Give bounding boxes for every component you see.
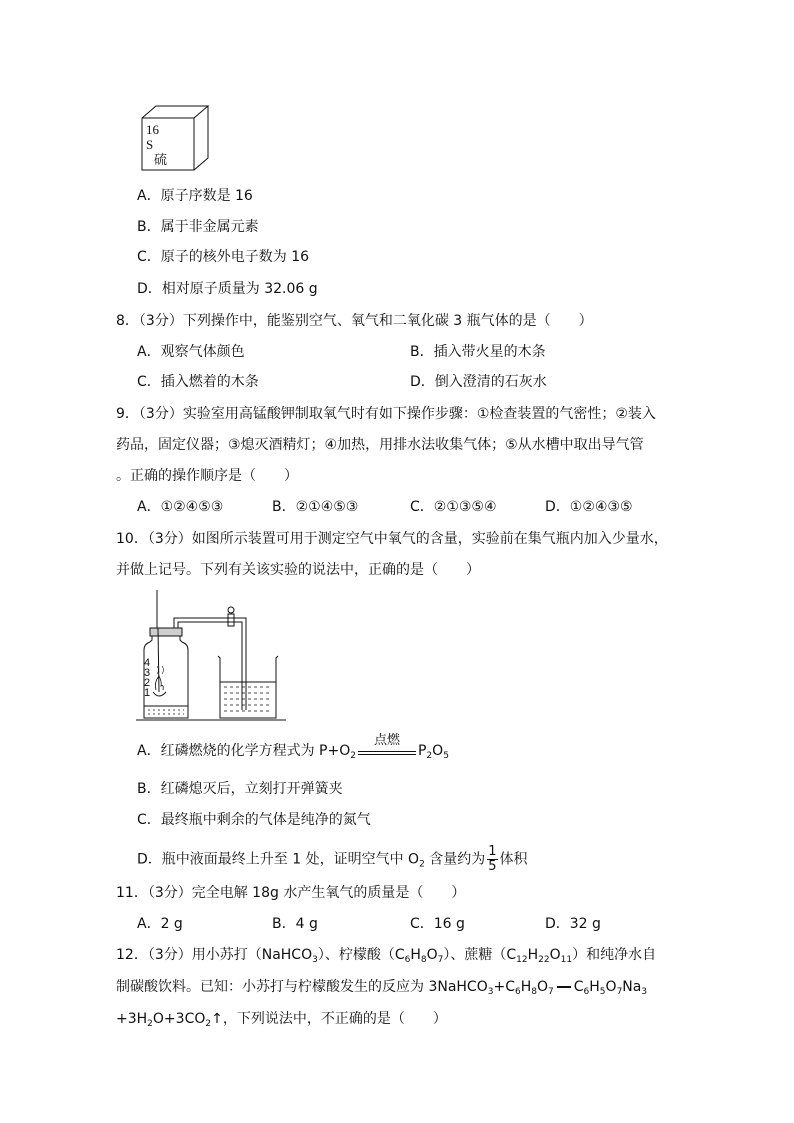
mark-3: 3 — [144, 667, 151, 679]
q8-option-a: A．观察气体颜色 — [137, 344, 245, 360]
q10-option-b: B．红磷熄灭后，立刻打开弹簧夹 — [137, 781, 343, 797]
element-symbol: S — [146, 137, 154, 152]
q11-option-c: C．16 g — [410, 916, 465, 932]
q9-stem-line2: 药品，固定仪器；③熄灭酒精灯；④加热，用排水法收集气体；⑤从水槽中取出导气管 — [116, 437, 644, 453]
q9-stem-line3: 。正确的操作顺序是（ ） — [116, 468, 298, 484]
mark-2: 2 — [144, 677, 151, 689]
q11-option-d: D．32 g — [545, 916, 601, 932]
q9-option-a: A．①②④⑤③ — [137, 499, 224, 515]
q8-option-c: C．插入燃着的木条 — [137, 374, 259, 390]
q12-stem-line3: $+3H_2O+3CO_2↑$，下列说法中，不正确的是（ ） — [116, 1011, 447, 1029]
mark-1: 1 — [144, 687, 151, 699]
fraction-one-fifth: $\frac{1}{5}$ — [488, 844, 497, 874]
q9-option-b: B．②①④⑤③ — [272, 499, 359, 515]
q9-stem-line1: 9．（3分）实验室用高锰酸钾制取氧气时有如下操作步骤：①检查装置的气密性；②装入 — [116, 406, 656, 422]
q11-option-b: B．4 g — [272, 916, 318, 932]
element-atomic-number: 16 — [146, 122, 159, 137]
q8-option-d: D．倒入澄清的石灰水 — [410, 374, 547, 390]
oxygen-measurement-apparatus-diagram — [136, 588, 288, 724]
q11-option-a: A．2 g — [137, 916, 183, 932]
reaction-equals-bar — [557, 986, 571, 988]
q11-stem: 11．（3分）完全电解 18g 水产生氧气的质量是（ ） — [116, 885, 466, 901]
mark-4: 4 — [144, 657, 151, 669]
q12-stem-line2: 制碳酸饮料。已知：小苏打与柠檬酸发生的反应为 $3NaHCO_3+C_6H_8O_7$ $C_6H_5O_7Na_3$ — [116, 979, 648, 997]
q8-stem: 8．（3分）下列操作中，能鉴别空气、氧气和二氧化碳 3 瓶气体的是（ ） — [116, 313, 593, 329]
q12-stem-line1: 12．（3分）用小苏打（NaHCO$_3$）、柠檬酸$(C_6H_8O_7)$、蔗糖$(C_{12}H_{22}O_{11})$和纯净水自 — [116, 947, 657, 965]
q9-option-c: C．②①③⑤④ — [410, 499, 497, 515]
q10-stem-line2: 并做上记号。下列有关该实验的说法中，正确的是（ ） — [116, 562, 480, 578]
q10-option-a: A．红磷燃烧的化学方程式为 $P+O_2$ 点燃 $P_2O_5$ — [137, 733, 449, 761]
q7-option-b: B．属于非金属元素 — [137, 219, 259, 235]
q8-option-b: B．插入带火星的木条 — [410, 344, 546, 360]
q7-option-a: A．原子序数是 16 — [137, 188, 253, 204]
reaction-arrow: 点燃 — [358, 742, 416, 760]
q10-option-d: D．瓶中液面最终上升至 1 处，证明空气中 $O_2$ 含量约为 $\frac{1}{5}$ 体积 — [137, 844, 528, 874]
q7-option-c: C．原子的核外电子数为 16 — [137, 249, 310, 265]
q10-option-c: C．最终瓶中剩余的气体是纯净的氮气 — [137, 812, 371, 828]
q9-option-d: D．①②④③⑤ — [545, 499, 633, 515]
q10-stem-line1: 10．（3分）如图所示装置可用于测定空气中氧气的含量，实验前在集气瓶内加入少量水， — [116, 531, 668, 547]
element-name: 硫 — [154, 153, 168, 168]
q7-option-d: D．相对原子质量为 32.06 g — [137, 281, 318, 297]
